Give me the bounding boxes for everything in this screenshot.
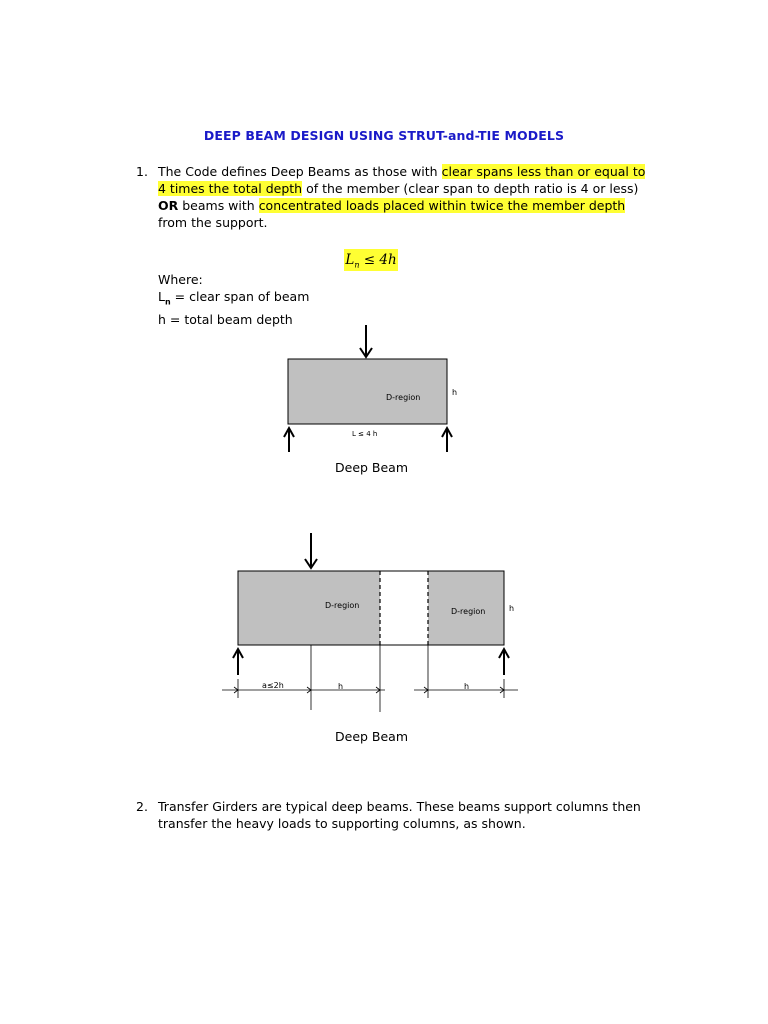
where-label: Where: xyxy=(158,272,203,287)
formula-subscript: n xyxy=(354,260,360,270)
highlighted-text: concentrated loads placed within twice the member depth xyxy=(258,198,626,213)
diagram-1-caption: Deep Beam xyxy=(335,460,409,475)
d-region-label-right: D-region xyxy=(451,607,486,616)
h-definition: h = total beam depth xyxy=(158,311,293,327)
text-segment: from the support. xyxy=(158,215,268,230)
bold-text: OR xyxy=(158,198,179,213)
item-2-text: Transfer Girders are typical deep beams. These beams support columns then transfer the heavy loads to supporting columns, as shown. xyxy=(158,799,641,831)
d-region-label-left: D-region xyxy=(325,601,360,610)
d-region-label: D-region xyxy=(386,393,421,402)
deep-beam-diagram-1 xyxy=(284,325,457,452)
diagram-2-caption: Deep Beam xyxy=(335,729,409,744)
ln-text: = clear span of beam xyxy=(170,289,310,304)
text-segment: of the member (clear span to depth ratio is 4 or less) xyxy=(302,181,639,196)
deep-beam-diagram-2 xyxy=(222,533,518,712)
beam-body xyxy=(288,359,447,424)
ln-symbol: L xyxy=(158,289,165,304)
dim-label-a: a≤2h xyxy=(262,681,284,690)
item-number: 2. xyxy=(136,799,148,814)
page-title: DEEP BEAM DESIGN USING STRUT-and-TIE MODELS xyxy=(203,128,565,143)
span-label: L ≤ 4 h xyxy=(352,430,378,438)
text-segment: The Code defines Deep Beams as those with xyxy=(158,164,442,179)
text-segment: beams with xyxy=(178,198,259,213)
ln-subscript: n xyxy=(164,297,171,307)
dim-label-h2: h xyxy=(464,682,470,691)
formula-symbol: L xyxy=(345,252,355,268)
beam-region-middle xyxy=(380,571,428,645)
h-label: h xyxy=(509,604,515,613)
h-label: h xyxy=(452,388,458,397)
item-number: 1. xyxy=(136,164,148,179)
formula-inequality: ≤ 4h xyxy=(359,252,397,268)
highlighted-text: clear spans less than or equal to 4 times the total depth xyxy=(158,164,646,196)
dim-label-h1: h xyxy=(338,682,344,691)
